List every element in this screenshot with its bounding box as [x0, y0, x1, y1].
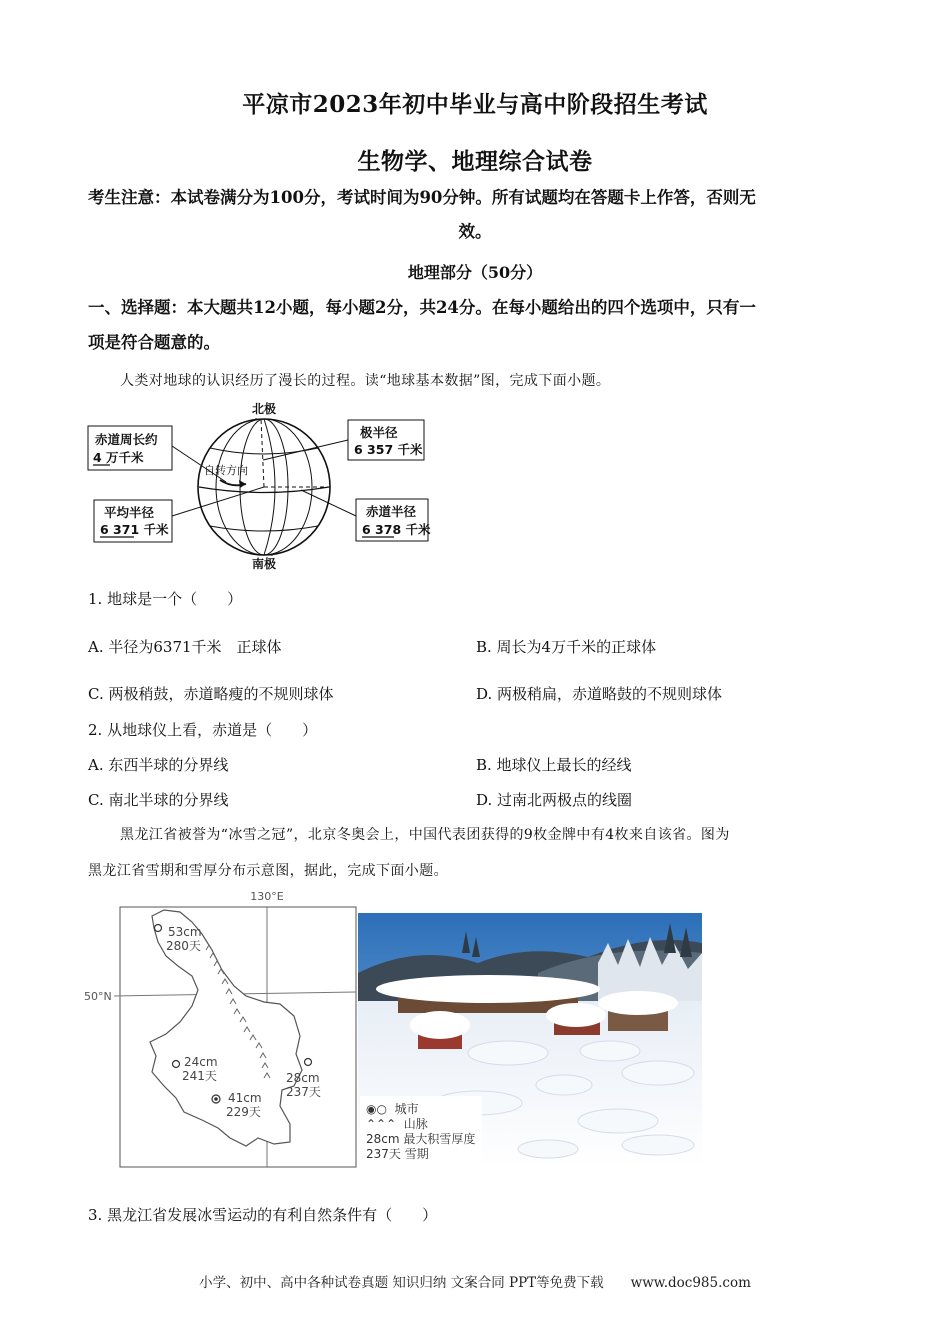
mean-radius-unit: 千米 [139, 522, 169, 537]
city-3-days: 229天 [226, 1105, 261, 1119]
legend-city-row [366, 1102, 478, 1117]
mean-radius-label: 平均半径 [104, 505, 155, 520]
notice-line-1: 考生注意：本试卷满分为100分，考试时间为90分钟。所有试题均在答题卡上作答，否则无 [88, 188, 756, 207]
legend-city-icon: ◉○ [366, 1102, 395, 1116]
legend-days-label: 雪期 [404, 1147, 429, 1161]
q2-option-c[interactable]: C. 南北半球的分界线 [88, 791, 229, 809]
svg-text:6 378 千米 [362, 522, 431, 537]
q3-stem: 3. 黑龙江省发展冰雪运动的有利自然条件有（ ） [88, 1206, 438, 1224]
city-2-depth: 24cm [184, 1055, 218, 1069]
city-marker [155, 925, 162, 932]
q1-option-d[interactable]: D. 两极稍扁，赤道略鼓的不规则球体 [476, 685, 723, 703]
section-title: 地理部分（50分） [407, 263, 543, 282]
legend-mountain-label: 山脉 [403, 1117, 428, 1131]
q2-stem: 2. 从地球仪上看，赤道是（ ） [88, 721, 318, 739]
legend-days-row [366, 1147, 478, 1162]
city-1-depth: 53cm [168, 925, 202, 939]
q1-option-c[interactable]: C. 两极稍鼓，赤道略瘦的不规则球体 [88, 685, 334, 703]
q2-option-d[interactable]: D. 过南北两极点的线圈 [476, 791, 633, 809]
equatorial-radius-value: 6 378 [362, 522, 402, 537]
city-4-days: 237天 [286, 1085, 321, 1099]
north-pole-label: 北极 [251, 402, 277, 416]
part1-instruction-1: 一、选择题：本大题共12小题，每小题2分，共24分。在每小题给出的四个选项中，只有一 [88, 298, 756, 317]
latitude-label: 50°N [84, 990, 112, 1003]
q1-option-b[interactable]: B. 周长为4万千米的正球体 [476, 638, 657, 656]
intro-paragraph-2-line-2: 黑龙江省雪期和雪厚分布示意图，据此，完成下面小题。 [88, 863, 448, 879]
equatorial-radius-unit: 千米 [401, 522, 431, 537]
legend-days-sample: 237天 [366, 1147, 401, 1161]
legend-depth-sample: 28cm [366, 1132, 400, 1146]
earth-data-figure [86, 398, 436, 574]
exam-title: 平凉市2023年初中毕业与高中阶段招生考试 [242, 91, 708, 118]
page-footer: 小学、初中、高中各种试卷真题 知识归纳 文案合同 PPT等免费下载 www.doc985.com [199, 1275, 751, 1291]
legend-mountain-icon: ⌃⌃⌃ [366, 1117, 404, 1131]
legend-depth-label: 最大积雪厚度 [403, 1132, 476, 1146]
city-marker [305, 1059, 312, 1066]
mean-radius-value: 6 371 [100, 522, 140, 537]
legend-depth-row [366, 1132, 478, 1147]
intro-paragraph-2-line-1: 黑龙江省被誉为“冰雪之冠”，北京冬奥会上，中国代表团获得的9枚金牌中有4枚来自该省。图为 [120, 827, 730, 843]
equator-length-value: 4 万千米 [93, 450, 144, 465]
q2-option-b[interactable]: B. 地球仪上最长的经线 [476, 756, 632, 774]
heilongjiang-snow-map [80, 886, 360, 1170]
intro-paragraph-1: 人类对地球的认识经历了漫长的过程。读“地球基本数据”图，完成下面小题。 [120, 373, 611, 389]
city-2-days: 241天 [182, 1069, 217, 1083]
city-marker [173, 1061, 180, 1068]
polar-radius-label: 极半径 [360, 425, 398, 440]
legend-mountain-row [366, 1117, 478, 1132]
equatorial-radius-label: 赤道半径 [366, 504, 417, 519]
equator-length-label: 赤道周长约 [95, 432, 158, 447]
q1-option-a[interactable]: A. 半径为6371千米 正球体 [88, 638, 282, 656]
city-1-days: 280天 [166, 939, 201, 953]
part1-instruction-2: 项是符合题意的。 [88, 333, 220, 352]
south-pole-label: 南极 [251, 557, 277, 571]
map-legend [360, 1096, 482, 1176]
q1-stem: 1. 地球是一个（ ） [88, 590, 243, 608]
polar-radius-value: 6 357 千米 [354, 442, 423, 457]
svg-text:6 371 千米 [100, 522, 169, 537]
notice-line-2: 效。 [458, 222, 492, 241]
city-3-depth: 41cm [228, 1091, 262, 1105]
rotation-label: 自转方向 [204, 464, 248, 477]
longitude-label: 130°E [250, 890, 284, 903]
q2-option-a[interactable]: A. 东西半球的分界线 [88, 756, 229, 774]
legend-city-label: 城市 [394, 1102, 419, 1116]
city-4-depth: 28cm [286, 1071, 320, 1085]
exam-subtitle: 生物学、地理综合试卷 [357, 148, 593, 175]
